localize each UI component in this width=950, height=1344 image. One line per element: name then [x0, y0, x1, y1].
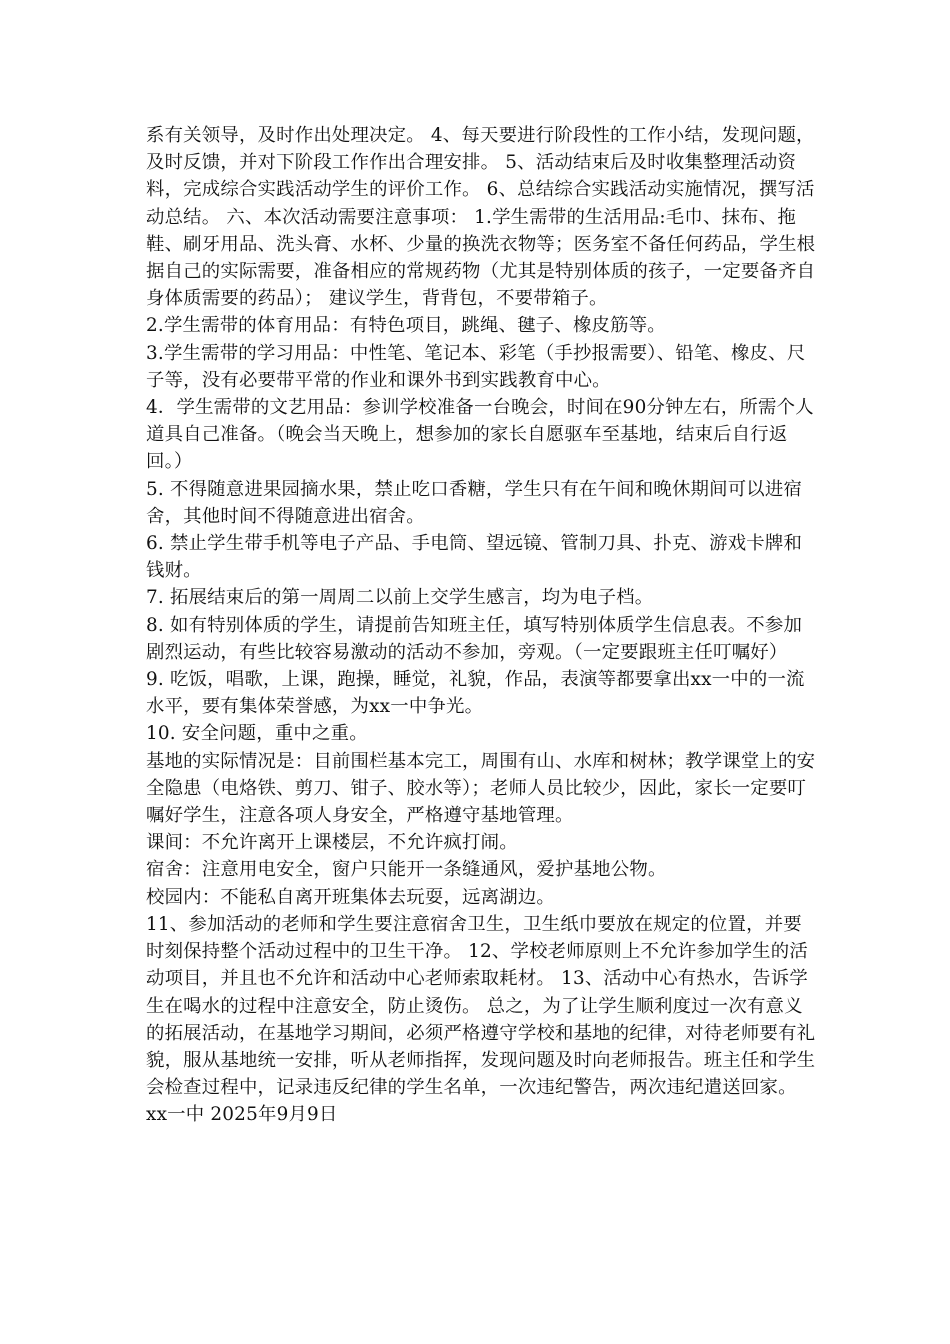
paragraph-2: 2.学生需带的体育用品：有特色项目，跳绳、毽子、橡皮筋等。	[146, 315, 666, 337]
paragraph-7: 7. 拓展结束后的第一周周二以前上交学生感言，均为电子档。	[146, 587, 654, 609]
paragraph-3: 3.学生需带的学习用品：中性笔、笔记本、彩笔（手抄报需要）、铅笔、橡皮、尺子等，没有必要带平常的作业和课外书到实践教育中心。	[146, 342, 806, 391]
paragraph-9: 9. 吃饭，唱歌，上课，跑操，睡觉，礼貌，作品，表演等都要拿出xx一中的一流水平，要有集体荣誉感，为xx一中争光。	[146, 669, 805, 718]
paragraph-1: 系有关领导，及时作出处理决定。 4、每天要进行阶段性的工作小结，发现问题，及时反馈，并对下阶段工作作出合理安排。 5、活动结束后及时收集整理活动资料，完成综合实践活动学生的评价工作。 6、总结综合实践活动实施情况，撰写活动总结。 六、本次活动需要注意事项： 1.学生需带的生活用品:毛巾、抹布、拖鞋、刷牙用品、洗头膏、水杯、少量的换洗衣物等；医务室不备任何药品，学生根据自己的实际需要，准备相应的常规药物（尤其是特别体质的孩子，一定要备齐自身体质需要的药品）； 建议学生，背背包，不要带箱子。	[146, 125, 816, 310]
document-footer: xx一中 2025年9月9日	[146, 1104, 338, 1126]
paragraph-6: 6. 禁止学生带手机等电子产品、手电筒、望远镜、管制刀具、扑克、游戏卡牌和钱财。	[146, 533, 803, 582]
paragraph-12: 课间：不允许离开上课楼层，不允许疯打闹。	[146, 832, 518, 854]
paragraph-8: 8. 如有特别体质的学生，请提前告知班主任，填写特别体质学生信息表。不参加剧烈运动，有些比较容易激动的活动不参加，旁观。（一定要跟班主任叮嘱好）	[146, 614, 803, 663]
paragraph-11: 基地的实际情况是：目前围栏基本完工，周围有山、水库和树林；教学课堂上的安全隐患（电烙铁、剪刀、钳子、胶水等）；老师人员比较少，因此，家长一定要叮嘱好学生，注意各项人身安全，严格遵守基地管理。	[146, 750, 816, 827]
paragraph-13: 宿舍：注意用电安全，窗户只能开一条缝通风，爱护基地公物。	[146, 859, 667, 881]
paragraph-10: 10. 安全问题，重中之重。	[146, 723, 368, 745]
paragraph-5: 5. 不得随意进果园摘水果，禁止吃口香糖，学生只有在午间和晚休期间可以进宿舍，其他时间不得随意进出宿舍。	[146, 478, 803, 527]
document-body	[146, 122, 818, 1129]
paragraph-4: 4．学生需带的文艺用品：参训学校准备一台晚会，时间在90分钟左右，所需个人道具自己准备。（晚会当天晚上，想参加的家长自愿驱车至基地，结束后自行返回。）	[146, 397, 814, 473]
paragraph-15: 11、参加活动的老师和学生要注意宿舍卫生，卫生纸巾要放在规定的位置，并要时刻保持整个活动过程中的卫生干净。 12、学校老师原则上不允许参加学生的活动项目，并且也不允许和活动中心老师索取耗材。 13、活动中心有热水，告诉学生在喝水的过程中注意安全，防止烫伤。 总之，为了让学生顺利度过一次有意义的拓展活动，在基地学习期间，必须严格遵守学校和基地的纪律，对待老师要有礼貌，服从基地统一安排，听从老师指挥，发现问题及时向老师报告。班主任和学生会检查过程中，记录违反纪律的学生名单，一次违纪警告，两次违纪遣送回家。	[146, 913, 816, 1099]
paragraph-14: 校园内：不能私自离开班集体去玩耍，远离湖边。	[146, 886, 555, 908]
